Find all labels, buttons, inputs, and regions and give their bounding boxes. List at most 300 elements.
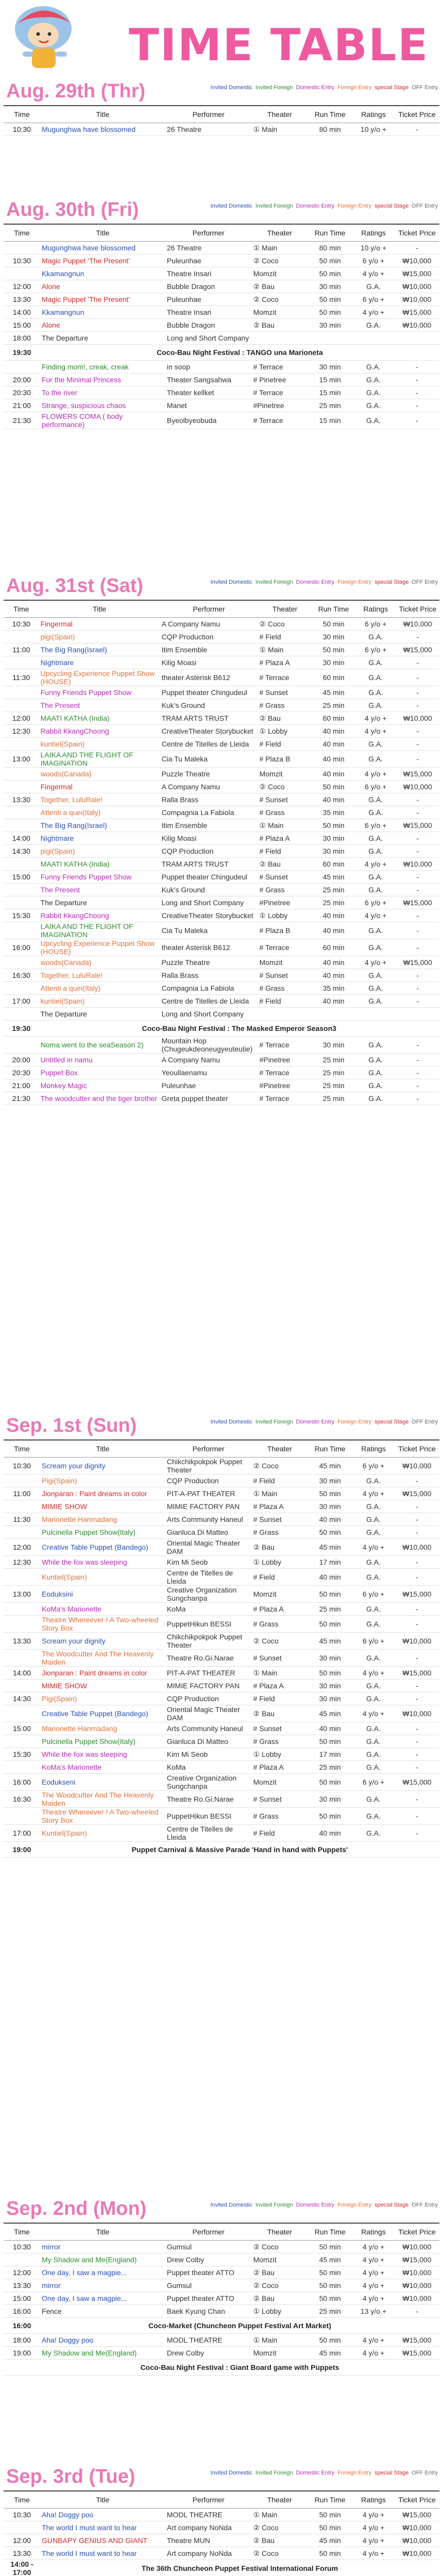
cell-time (4, 2360, 40, 2376)
cell-theater: Momzit (252, 306, 308, 319)
cell-rating: G.A. (352, 1735, 395, 1748)
cell-performer: Centre de Titelles de Lleida (160, 995, 258, 1008)
cell-title: woods(Canada) (39, 956, 160, 969)
cell-performer: Centre de Titelles de Lleida (165, 1569, 252, 1586)
column-header-ratings: Ratings (352, 2223, 395, 2241)
cell-performer: Centre de Titelles de Lleida (160, 738, 258, 751)
cell-ticket: ₩15,000 (395, 1774, 439, 1791)
cell-title: Eoduksini (40, 1586, 165, 1603)
cell-performer: Long and Short Company (160, 1008, 258, 1021)
cell-title: Together, LuluRale! (39, 793, 160, 806)
cell-time: 14:00 - 17:00 (4, 2560, 40, 2576)
table-row (4, 2347, 439, 2360)
cell-title: Upcycling Experience Puppet Show (HOUSE) (39, 669, 160, 686)
cell-performer: PuppetHikun BESSI (165, 1808, 252, 1825)
cell-time: 14:00 (4, 306, 40, 319)
table-row (4, 1633, 439, 1650)
legend (208, 203, 438, 209)
table-row (4, 319, 439, 332)
cell-rating: G.A. (355, 871, 396, 884)
cell-time: 13:30 (4, 2279, 40, 2292)
cell-ticket: ₩15,000 (395, 2347, 439, 2360)
cell-rating: 6 y/o + (352, 293, 395, 306)
cell-ticket: ₩15,000 (396, 819, 439, 832)
cell-performer: Puzzle Theatre (160, 956, 258, 969)
day-section (0, 1412, 443, 1858)
cell-rating: 4 y/o + (355, 712, 396, 725)
cell-rating: G.A. (355, 1079, 396, 1092)
cell-ticket: - (396, 738, 439, 751)
cell-ticket: - (395, 1500, 439, 1513)
cell-runtime: 25 min (308, 2305, 352, 2318)
cell-time: 19:00 (4, 1842, 40, 1858)
schedule-table (4, 105, 439, 136)
cell-ticket: ₩10,000 (395, 319, 439, 332)
cell-title: Pulcinella Puppet Show(Italy) (40, 1526, 165, 1539)
cell-ticket (396, 1008, 439, 1021)
cell-performer: Itim Ensemble (160, 819, 258, 832)
cell-time: 21:00 (4, 399, 40, 412)
cell-runtime: 17 min (308, 1748, 352, 1761)
table-row (4, 242, 439, 255)
cell-theater: ① Lobby (252, 2305, 308, 2318)
table-row (4, 1458, 439, 1475)
cell-rating: 4 y/o + (355, 858, 396, 871)
cell-title: Creative Table Puppet (Bandego) (40, 1705, 165, 1722)
cell-theater: # Field (258, 995, 312, 1008)
cell-time (4, 1680, 40, 1692)
cell-time: 19:00 (4, 2347, 40, 2360)
cell-title: The woodcutter and the tiger brother (39, 1092, 160, 1105)
cell-time (4, 1526, 40, 1539)
cell-title: Kuntiel(Spain) (40, 1825, 165, 1842)
schedule-table (4, 2490, 439, 2576)
cell-theater: ① Main (252, 1667, 308, 1680)
cell-theater: #Pinetree (258, 1054, 312, 1066)
cell-rating: G.A. (355, 1066, 396, 1079)
cell-theater: # Grass (252, 1616, 308, 1633)
cell-title: Scream your dignity (40, 1458, 165, 1475)
cell-title: Eodukseni (40, 1774, 165, 1791)
cell-title: Alone (40, 280, 165, 293)
cell-theater: # Terrace (258, 1092, 312, 1105)
cell-rating: G.A. (355, 669, 396, 686)
cell-runtime: 25 min (312, 1092, 355, 1105)
cell-title: mirror (40, 2279, 165, 2292)
cell-time: 13:30 (4, 793, 39, 806)
cell-performer: Puppet theater ATTO (165, 2292, 252, 2305)
cell-runtime: 15 min (308, 412, 352, 429)
column-header-time: Time (4, 1440, 40, 1458)
cell-ticket: ₩10,000 (396, 618, 439, 631)
cell-performer: CQP Production (165, 1475, 252, 1487)
cell-ticket: ₩15,000 (396, 643, 439, 656)
cell-performer: Oriental Magic Theater DAM (165, 1705, 252, 1722)
column-header-performer: Performer (165, 106, 252, 123)
cell-theater: # Grass (252, 1526, 308, 1539)
cell-theater: ① Lobby (258, 909, 312, 922)
cell-performer: Puleunhae (165, 293, 252, 306)
cell-time: 11:30 (4, 1513, 40, 1526)
cell-ticket: - (395, 1722, 439, 1735)
legend-item-invited: Invited Domestic (210, 2202, 252, 2208)
cell-rating: G.A. (352, 374, 395, 386)
cell-theater: ② Bau (252, 2266, 308, 2279)
page-header (0, 0, 443, 77)
table-row (4, 956, 439, 969)
cell-title: The Present (39, 884, 160, 896)
cell-time: 16:00 (4, 2318, 40, 2334)
table-row (4, 1761, 439, 1774)
cell-ticket: ₩15,000 (395, 306, 439, 319)
cell-title: Attenti a quei(Italy) (39, 982, 160, 995)
cell-runtime: 25 min (312, 1066, 355, 1079)
table-row (4, 1556, 439, 1569)
cell-runtime: 50 min (308, 2266, 352, 2279)
cell-time: 16:30 (4, 1791, 40, 1808)
cell-runtime: 50 min (308, 1586, 352, 1603)
cell-ticket: - (396, 793, 439, 806)
cell-rating: 4 y/o + (352, 2547, 395, 2560)
cell-rating (355, 1008, 396, 1021)
special-event-label: Puppet Carnival & Massive Parade 'Hand in hand with Puppets' (40, 1842, 439, 1858)
cell-title: My Shadow and Me(England) (40, 2253, 165, 2266)
table-row (4, 969, 439, 982)
table-row (4, 2305, 439, 2318)
column-header-ticket: Ticket Price (395, 2491, 439, 2509)
cell-rating: G.A. (355, 686, 396, 699)
legend-item-invited2: Invited Foreign (255, 2470, 293, 2476)
cell-rating: G.A. (352, 1500, 395, 1513)
cell-performer: CreativeTheater Storybucket (160, 909, 258, 922)
cell-theater: Momzit (258, 768, 312, 781)
cell-runtime: 25 min (312, 884, 355, 896)
cell-rating: G.A. (352, 319, 395, 332)
cell-time (4, 896, 39, 909)
cell-ticket: - (395, 1513, 439, 1526)
day-title: Sep. 3rd (Tue) (6, 2466, 135, 2487)
cell-theater: # Grass (258, 884, 312, 896)
cell-theater: ② Coco (252, 255, 308, 267)
cell-rating: 10 y/o + (352, 123, 395, 136)
cell-performer: Gianluca Di Matteo (165, 1735, 252, 1748)
cell-ticket: - (395, 1650, 439, 1667)
day-title: Aug. 29th (Thr) (6, 80, 146, 102)
cell-runtime: 45 min (308, 1633, 352, 1650)
cell-ticket: - (395, 1791, 439, 1808)
column-header-runtime: Run Time (312, 600, 355, 618)
table-row (4, 399, 439, 412)
cell-ticket: ₩10,000 (395, 2241, 439, 2253)
cell-ticket: - (395, 1825, 439, 1842)
cell-performer: CreativeTheater Storybucket (160, 725, 258, 738)
cell-time (4, 361, 40, 374)
cell-rating: G.A. (352, 280, 395, 293)
column-header-theater: Theater (252, 224, 308, 242)
cell-runtime: 30 min (308, 1680, 352, 1692)
cell-time: 11:30 (4, 669, 39, 686)
legend-item-off: OFF Entry (412, 203, 438, 209)
cell-performer: Theater Sangsahwa (165, 374, 252, 386)
cell-runtime: 60 min (312, 712, 355, 725)
cell-title: Monkey Magic (39, 1079, 160, 1092)
cell-theater: ② Bau (252, 280, 308, 293)
cell-title: Marionette Hanmadang (40, 1513, 165, 1526)
column-header-ticket: Ticket Price (395, 106, 439, 123)
cell-runtime: 60 min (312, 858, 355, 871)
cell-runtime: 40 min (312, 922, 355, 939)
column-header-runtime: Run Time (308, 224, 352, 242)
cell-ticket: ₩10,000 (395, 1633, 439, 1650)
legend-item-invited2: Invited Foreign (255, 1419, 293, 1425)
column-header-time: Time (4, 2491, 40, 2509)
cell-runtime: 25 min (308, 1761, 352, 1774)
cell-theater: # Sunset (252, 1650, 308, 1667)
legend (208, 1419, 438, 1425)
cell-title: Mugunghwa have blossomed (40, 123, 165, 136)
table-row (4, 1066, 439, 1079)
cell-ticket: - (396, 832, 439, 845)
cell-rating: 4 y/o + (352, 2534, 395, 2547)
cell-performer: Cia Tu Maleka (160, 751, 258, 768)
cell-theater: # Plaza A (252, 1603, 308, 1616)
table-row (4, 1667, 439, 1680)
legend-item-off: OFF Entry (412, 1419, 438, 1425)
cell-title: Pigi(Spain) (40, 1692, 165, 1705)
cell-performer: MIMIE FACTORY PAN (165, 1680, 252, 1692)
column-header-title: Title (40, 2491, 165, 2509)
cell-title: pigi(Spain) (39, 631, 160, 643)
cell-runtime: 30 min (312, 656, 355, 669)
legend-item-foreign: Foreign Entry (337, 1419, 372, 1425)
cell-performer: KoMa (165, 1603, 252, 1616)
cell-theater: ① Lobby (252, 1556, 308, 1569)
cell-runtime: 50 min (308, 1774, 352, 1791)
table-row (4, 1616, 439, 1633)
legend-item-special: special Stage (374, 2470, 409, 2476)
day-section (0, 196, 443, 429)
cell-rating: 4 y/o + (352, 2292, 395, 2305)
cell-time (4, 781, 39, 793)
cell-theater: # Field (252, 1825, 308, 1842)
cell-performer: CQP Production (160, 631, 258, 643)
table-row (4, 412, 439, 429)
cell-performer: Drew Colby (165, 2253, 252, 2266)
column-header-time: Time (4, 106, 40, 123)
column-header-title: Title (40, 2223, 165, 2241)
cell-runtime: 30 min (308, 1692, 352, 1705)
cell-theater: # Grass (258, 699, 312, 712)
cell-performer: Chikchikpokpok Puppet Theater (165, 1633, 252, 1650)
cell-rating: 4 y/o + (355, 725, 396, 738)
cell-theater: # Plaza A (258, 832, 312, 845)
cell-rating: G.A. (352, 1526, 395, 1539)
table-row (4, 1825, 439, 1842)
table-row (4, 669, 439, 686)
cell-title: Together, LuluRale! (39, 969, 160, 982)
table-row (4, 832, 439, 845)
cell-runtime: 50 min (308, 2334, 352, 2347)
cell-runtime: 50 min (308, 1616, 352, 1633)
table-row (4, 1586, 439, 1603)
cell-theater: Momzit (252, 2253, 308, 2266)
table-row (4, 1774, 439, 1791)
cell-rating: 4 y/o + (352, 2279, 395, 2292)
table-row (4, 386, 439, 399)
cell-title: MAATI KATHA (India) (39, 858, 160, 871)
table-row (4, 2547, 439, 2560)
column-header-theater: Theater (252, 2491, 308, 2509)
cell-performer: Theatre Insari (165, 306, 252, 319)
table-row (4, 806, 439, 819)
cell-theater: ② Bau (252, 319, 308, 332)
cell-theater: # Field (252, 1569, 308, 1586)
cell-rating: 6 y/o + (352, 1774, 395, 1791)
cell-ticket: - (396, 631, 439, 643)
cell-rating: G.A. (355, 969, 396, 982)
cell-runtime: 50 min (308, 2521, 352, 2534)
table-row (4, 123, 439, 136)
cell-title: Theatre Whereever ! A Two-wheeled Story Box (40, 1616, 165, 1633)
table-header-row (4, 2223, 439, 2241)
column-header-ratings: Ratings (352, 224, 395, 242)
table-row (4, 781, 439, 793)
table-row (4, 332, 439, 345)
cell-title: Noma went to the seaSeason 2) (39, 1037, 160, 1054)
cell-performer: MIMIE FACTORY PAN (165, 1500, 252, 1513)
cell-rating: 6 y/o + (355, 896, 396, 909)
cell-performer: Arts Community Haneul (165, 1722, 252, 1735)
cell-theater: ② Coco (252, 1458, 308, 1475)
cell-theater: # Terrace (258, 1066, 312, 1079)
cell-performer: Long and Short Company (160, 896, 258, 909)
cell-performer: Theatre Insari (165, 267, 252, 280)
cell-ticket: ₩10,000 (395, 293, 439, 306)
cell-ticket: - (396, 806, 439, 819)
cell-ticket: - (395, 2305, 439, 2318)
cell-title: kuntiel(Spain) (39, 738, 160, 751)
cell-theater (258, 1008, 312, 1021)
cell-performer: Puppet theater Chingudeul (160, 871, 258, 884)
cell-runtime: 50 min (308, 2241, 352, 2253)
cell-rating: 4 y/o + (352, 2253, 395, 2266)
cell-runtime: 35 min (312, 982, 355, 995)
cell-runtime: 35 min (312, 806, 355, 819)
cell-title: Funny Friends Puppet Show (39, 871, 160, 884)
cell-title: One day, I saw a magpie... (40, 2266, 165, 2279)
cell-time: 20:30 (4, 1066, 39, 1079)
cell-title: Jionparan : Paint dreams in color (40, 1667, 165, 1680)
cell-time (4, 1008, 39, 1021)
cell-runtime: 40 min (312, 995, 355, 1008)
cell-title: To the river (40, 386, 165, 399)
cell-rating: G.A. (352, 361, 395, 374)
special-event-label: Coco-Bau Night Festival : The Masked Emperor Season3 (39, 1021, 439, 1037)
cell-rating: G.A. (352, 1680, 395, 1692)
cell-performer: Kim Mi Seob (165, 1556, 252, 1569)
column-header-performer: Performer (165, 224, 252, 242)
cell-runtime: 50 min (312, 643, 355, 656)
column-header-title: Title (40, 106, 165, 123)
cell-theater: # Grass (258, 806, 312, 819)
table-row (4, 1569, 439, 1586)
cell-ticket: - (395, 1808, 439, 1825)
cell-time (4, 1808, 40, 1825)
table-header-row (4, 1440, 439, 1458)
cell-ticket: ₩10,000 (396, 712, 439, 725)
cell-runtime: 30 min (308, 361, 352, 374)
legend-item-domestic: Domestic Entry (296, 84, 335, 91)
cell-time (4, 2253, 40, 2266)
cell-runtime: 30 min (308, 319, 352, 332)
legend-item-foreign: Foreign Entry (337, 2202, 372, 2208)
legend (208, 84, 438, 91)
table-row (4, 1539, 439, 1556)
cell-time (4, 738, 39, 751)
cell-runtime: 30 min (308, 280, 352, 293)
cell-theater: # Terrace (252, 386, 308, 399)
cell-performer: Creative Organization Sungchanpa (165, 1586, 252, 1603)
cell-rating: G.A. (355, 845, 396, 858)
table-row (4, 1475, 439, 1487)
cell-performer: Long and Short Company (165, 332, 252, 345)
cell-ticket: - (396, 871, 439, 884)
special-event-row (4, 345, 439, 361)
cell-time (4, 1616, 40, 1633)
cell-title: The Big Rang(Israel) (39, 643, 160, 656)
cell-theater: # Terrace (258, 939, 312, 956)
table-row (4, 1079, 439, 1092)
cell-performer: Compagnia La Fabiola (160, 806, 258, 819)
cell-time: 16:00 (4, 1774, 40, 1791)
cell-theater: ② Bau (252, 2534, 308, 2547)
cell-ticket: - (396, 669, 439, 686)
legend-item-special: special Stage (374, 2202, 409, 2208)
cell-time (4, 1761, 40, 1774)
legend (208, 2202, 438, 2208)
cell-rating: G.A. (352, 1650, 395, 1667)
cell-ticket: ₩15,000 (395, 1586, 439, 1603)
cell-theater: ② Coco (252, 2547, 308, 2560)
cell-theater: # Plaza B (258, 922, 312, 939)
cell-ticket: - (395, 242, 439, 255)
cell-time (4, 884, 39, 896)
cell-title: Funny Friends Puppet Show (39, 686, 160, 699)
cell-performer: Mountain Hop (Chugeukdeoneugyeuteutie) (160, 1037, 258, 1054)
table-row (4, 374, 439, 386)
cell-rating: G.A. (352, 1748, 395, 1761)
cell-runtime: 45 min (312, 686, 355, 699)
legend-item-invited: Invited Domestic (210, 1419, 252, 1425)
day-section (0, 2463, 443, 2576)
column-header-theater: Theater (252, 2223, 308, 2241)
legend-item-off: OFF Entry (412, 2470, 438, 2476)
cell-performer: Theater kellket (165, 386, 252, 399)
cell-runtime: 30 min (312, 631, 355, 643)
cell-title: The Present (39, 699, 160, 712)
cell-rating: 13 y/o + (352, 2305, 395, 2318)
table-row (4, 1692, 439, 1705)
table-row (4, 845, 439, 858)
cell-runtime: 15 min (308, 386, 352, 399)
cell-time: 15:00 (4, 2292, 40, 2305)
cell-runtime: 60 min (312, 669, 355, 686)
special-event-label: Coco-Bau Night Festival : TANGO una Marioneta (40, 345, 439, 361)
cell-rating: G.A. (355, 738, 396, 751)
table-row (4, 1500, 439, 1513)
cell-performer: Puppet theater Chingudeul (160, 686, 258, 699)
column-header-title: Title (39, 600, 160, 618)
